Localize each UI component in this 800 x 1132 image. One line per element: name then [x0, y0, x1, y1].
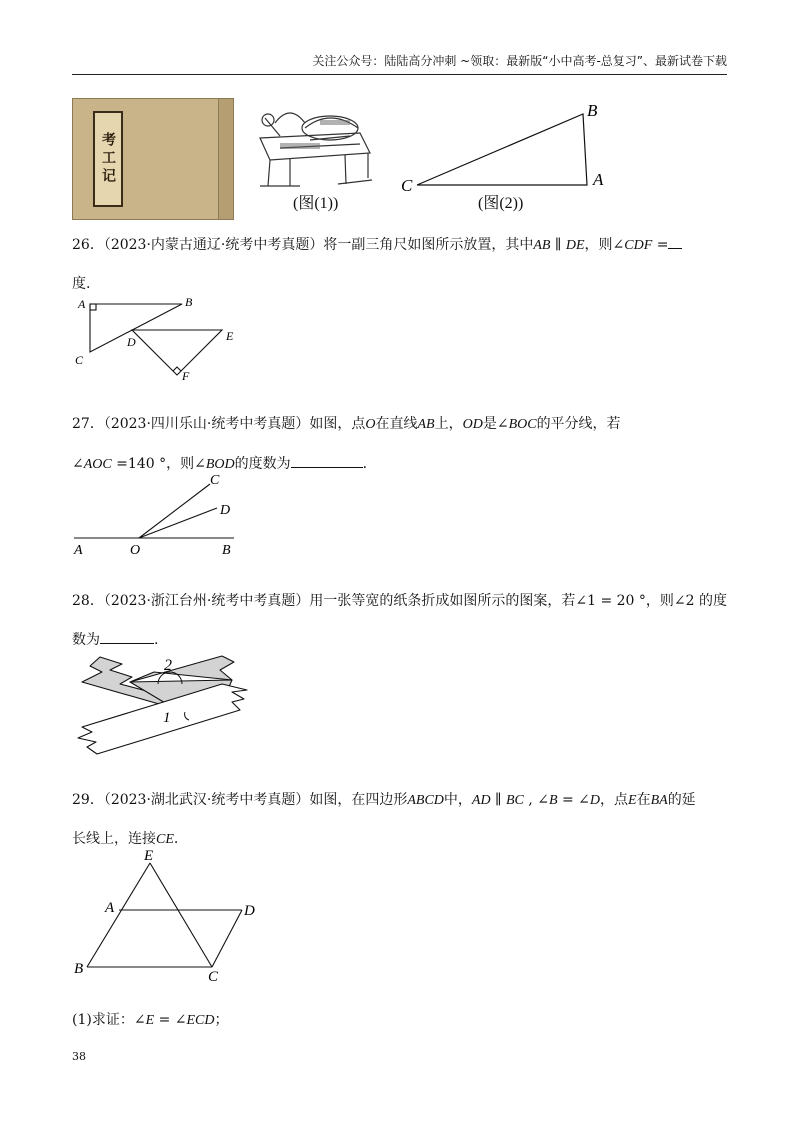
question-source: （2023·内蒙古通辽·统考中考真题）: [103, 237, 324, 253]
question-text-line2: 度.: [72, 276, 91, 292]
answer-blank[interactable]: [291, 453, 363, 468]
label-d: D: [220, 503, 231, 518]
label-c: C: [208, 969, 219, 985]
math-ba: BA: [650, 793, 668, 808]
math-ad: AD: [471, 793, 491, 808]
folded-strip-figure: [72, 652, 262, 760]
label-b: B: [185, 295, 193, 309]
question-27: [72, 414, 732, 475]
answer-blank[interactable]: [100, 629, 154, 644]
question-number: 28．: [72, 593, 104, 609]
question-text: 如图，在四边形: [309, 792, 408, 808]
question-source: （2023·四川乐山·统考中考真题）: [103, 416, 310, 432]
label-c: C: [75, 353, 84, 367]
math-ecd: ECD: [186, 1013, 215, 1028]
page-number: 38: [72, 1050, 86, 1063]
math-bc: BC: [505, 793, 524, 808]
math-ce: CE: [156, 832, 174, 847]
label-e: E: [226, 329, 234, 343]
question-text: 是∠: [482, 416, 509, 432]
math-eq: =: [652, 237, 669, 253]
vertex-label-a: A: [593, 170, 604, 189]
label-f: F: [182, 369, 190, 383]
question-28: [72, 591, 732, 650]
question-text: 在直线: [375, 416, 418, 432]
math-ab: AB: [533, 238, 551, 253]
math-ab: AB: [417, 417, 435, 432]
math-e: E: [145, 1013, 155, 1028]
book-title-label: 考工记: [93, 111, 123, 207]
question-text: 上，: [434, 416, 463, 432]
label-e: E: [144, 848, 154, 864]
question-source: （2023·浙江台州·统考中考真题）: [103, 593, 310, 609]
math-b: B: [548, 793, 558, 808]
math-d: D: [589, 793, 601, 808]
book-spine: [218, 99, 233, 219]
math-e: E: [628, 793, 637, 808]
question-number: 27．: [72, 416, 104, 432]
label-d: D: [244, 903, 255, 919]
question-number: 26．: [72, 237, 104, 253]
vertex-label-b: B: [587, 101, 598, 120]
math-bod: BOD: [205, 457, 235, 472]
right-triangle-figure: [395, 98, 615, 193]
math-od: OD: [462, 417, 483, 432]
question-source: （2023·湖北武汉·统考中考真题）: [103, 792, 310, 808]
math-de: DE: [565, 238, 585, 253]
label-a: A: [78, 297, 86, 311]
question-text: ，则∠: [584, 237, 625, 253]
figure-1-caption: (图(1)): [293, 195, 339, 212]
vertex-label-c: C: [401, 176, 413, 193]
angle-bisector-figure: [72, 470, 242, 560]
angle-label-2: 2: [164, 657, 172, 674]
book-cover-image: [72, 98, 234, 220]
angle-label-1: 1: [163, 710, 171, 726]
math-cdf: CDF: [624, 238, 653, 253]
question-text: 的平分线，若: [536, 416, 621, 432]
math-abcd: ABCD: [407, 793, 444, 808]
quadrilateral-figure: [72, 845, 272, 985]
label-o: O: [130, 543, 141, 558]
label-a: A: [74, 543, 83, 558]
page-header: 关注公众号：陆陆高分冲刺 ~领取：最新版“小中高考-总复习”、最新试卷下载: [72, 52, 727, 75]
math-parallel: ∥: [550, 237, 566, 253]
machine-sketch-figure: [250, 98, 380, 193]
question-29-part-1: (1)求证：∠E = ∠ECD；: [72, 1012, 229, 1028]
question-number: 29．: [72, 792, 104, 808]
question-text: 如图，点: [309, 416, 366, 432]
label-b: B: [74, 961, 84, 977]
math-boc: BOC: [508, 417, 537, 432]
answer-blank[interactable]: [668, 234, 682, 249]
label-a: A: [105, 900, 115, 916]
math-o: O: [365, 417, 376, 432]
label-c: C: [210, 473, 220, 488]
question-text-line2: ∠AOC =140 °，则∠BOD的度数为 .: [72, 453, 732, 475]
label-d: D: [127, 335, 136, 349]
question-text-line2: 长线上，连接CE.: [72, 831, 179, 847]
question-text-line2: 数为 .: [72, 629, 732, 650]
math-aoc: AOC: [83, 457, 112, 472]
set-squares-figure: [72, 292, 252, 384]
figure-2-caption: (图(2)): [478, 195, 524, 212]
question-text: 用一张等宽的纸条折成如图所示的图案，若∠1 = 20 °，则∠2 的度: [309, 593, 727, 609]
label-b: B: [222, 543, 231, 558]
question-29: 29．（2023·湖北武汉·统考中考真题）如图，在四边形ABCD中，AD ∥ BC , ∠B = ∠D，点E在BA的延 长线上，连接CE.: [72, 790, 732, 850]
question-26: [72, 234, 732, 294]
question-text: 将一副三角尺如图所示放置，其中: [323, 237, 534, 253]
